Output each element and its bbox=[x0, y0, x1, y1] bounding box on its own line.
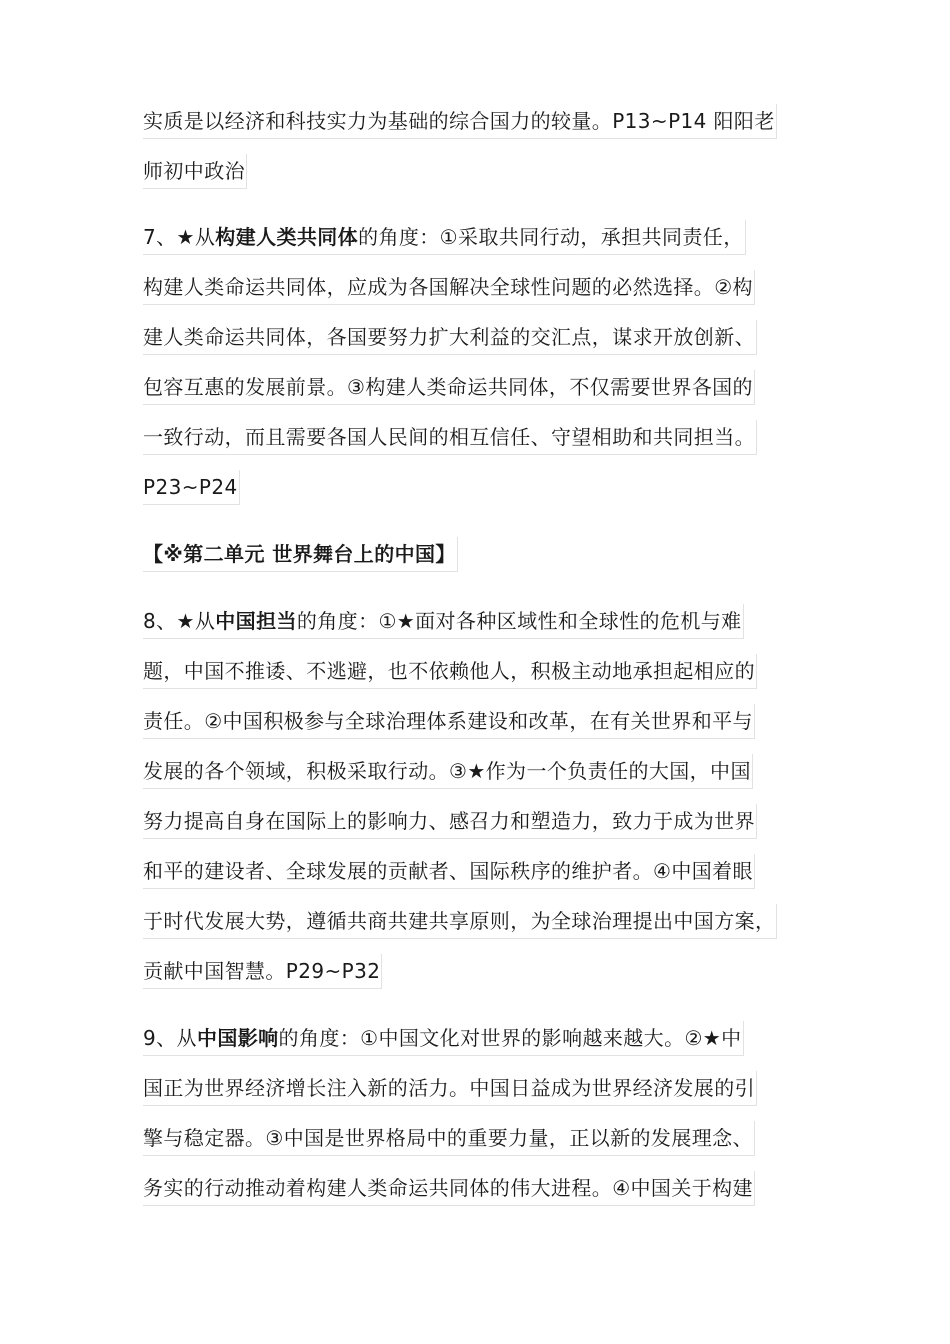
text-line-12: 责任。②中国积极参与全球治理体系建设和改革，在有关世界和平与 bbox=[143, 704, 755, 739]
text-line-19: 国正为世界经济增长注入新的活力。中国日益成为世界经济发展的引 bbox=[143, 1071, 757, 1106]
text-line-11: 题，中国不推诿、不逃避，也不依赖他人，积极主动地承担起相应的 bbox=[143, 654, 757, 689]
text-line-13: 发展的各个领域，积极采取行动。③★作为一个负责任的大国，中国 bbox=[143, 754, 753, 789]
item-9-keyword: 中国影响 bbox=[196, 1026, 279, 1050]
text-line-20: 擎与稳定器。③中国是世界格局中的重要力量，正以新的发展理念、 bbox=[143, 1121, 755, 1156]
text-line-6: 包容互惠的发展前景。③构建人类命运共同体，不仅需要世界各国的 bbox=[143, 370, 755, 405]
text-line-5: 建人类命运共同体，各国要努力扩大利益的交汇点，谋求开放创新、 bbox=[143, 320, 757, 355]
text-line-4: 构建人类命运共同体，应成为各国解决全球性问题的必然选择。②构 bbox=[143, 270, 755, 305]
text-line-14: 努力提高自身在国际上的影响力、感召力和塑造力，致力于成为世界 bbox=[143, 804, 757, 839]
text-line-2: 师初中政治 bbox=[143, 154, 247, 189]
item-9-heading: 9、从中国影响的角度：①中国文化对世界的影响越来越大。②★中 bbox=[143, 1021, 744, 1056]
item-7-keyword: 构建人类共同体 bbox=[215, 225, 359, 249]
item-7-heading: 7、★从构建人类共同体的角度：①采取共同行动，承担共同责任， bbox=[143, 220, 746, 255]
text-line-15: 和平的建设者、全球发展的贡献者、国际秩序的维护者。④中国着眼 bbox=[143, 854, 755, 889]
text-line-21: 务实的行动推动着构建人类命运共同体的伟大进程。④中国关于构建 bbox=[143, 1171, 755, 1206]
text-line-7: 一致行动，而且需要各国人民间的相互信任、守望相助和共同担当。 bbox=[143, 420, 757, 455]
item-8-heading: 8、★从中国担当的角度：①★面对各种区域性和全球性的危机与难 bbox=[143, 604, 744, 639]
item-8-keyword: 中国担当 bbox=[215, 609, 297, 633]
text-line-8: P23~P24 bbox=[143, 470, 240, 505]
text-line-1: 实质是以经济和科技实力为基础的综合国力的较量。P13~P14 阳阳老 bbox=[143, 104, 777, 139]
section-heading bbox=[143, 537, 458, 572]
text-line-17: 贡献中国智慧。P29~P32 bbox=[143, 954, 382, 989]
text-line-16: 于时代发展大势，遵循共商共建共享原则，为全球治理提出中国方案， bbox=[143, 904, 777, 939]
section-title: 【※第二单元 世界舞台上的中国】 bbox=[143, 542, 456, 566]
